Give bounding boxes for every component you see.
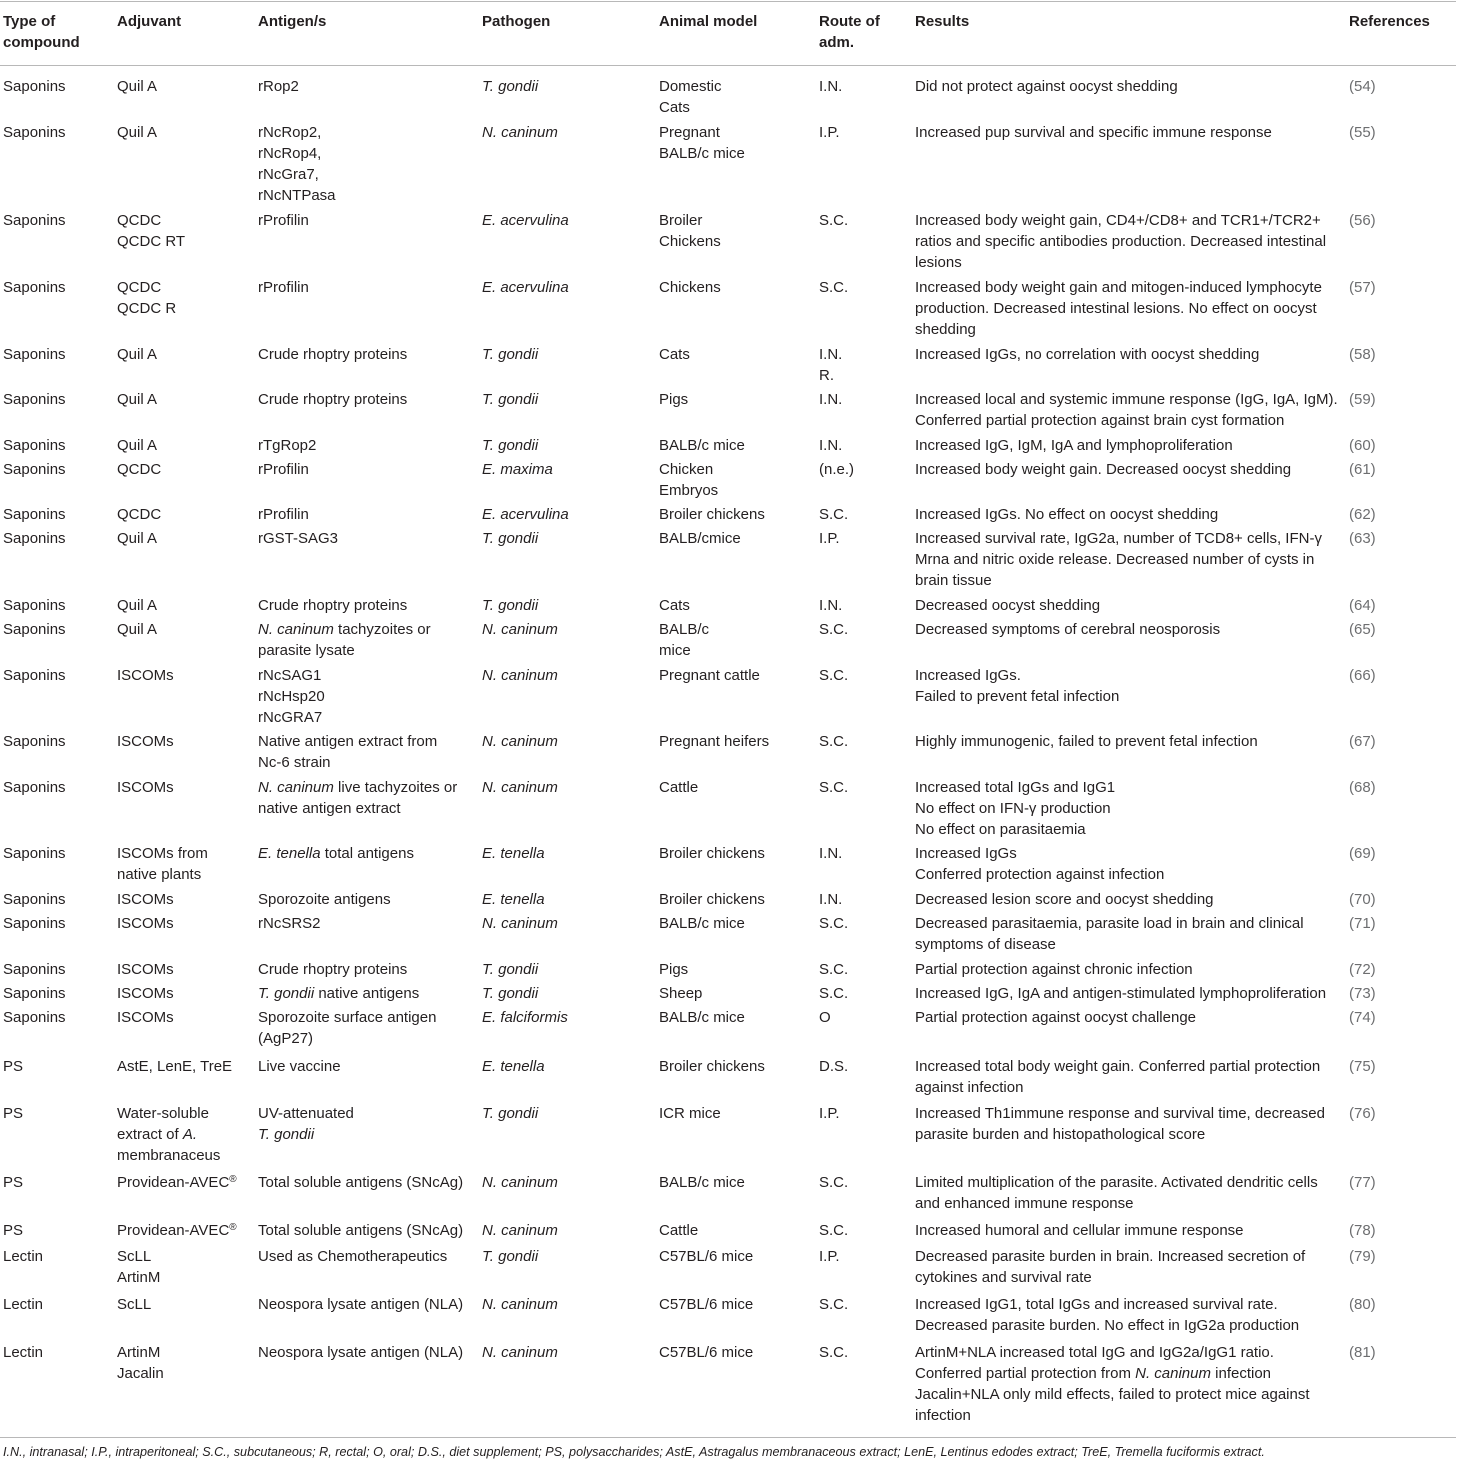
cell-reference: (76): [1349, 1105, 1376, 1122]
cell-antigen: Total soluble antigens (SNcAg): [258, 1174, 464, 1191]
header-rule: [0, 65, 1456, 66]
cell-results: Increased body weight gain and mitogen-induced lymphocyte production. Decreased intestinal lesions. No effect on oocyst shedding: [915, 279, 1322, 338]
cell-results: Increased pup survival and specific immune response: [915, 124, 1272, 141]
cell-reference: (73): [1349, 985, 1376, 1002]
cell-adjuvant: Quil A: [117, 346, 158, 363]
cell-results: Increased IgG, IgM, IgA and lymphoproliferation: [915, 437, 1233, 454]
cell-route: I.P.: [819, 1105, 840, 1122]
cell-adjuvant: Quil A: [117, 391, 158, 408]
cell-animal-model: BALB/c mice: [659, 621, 710, 659]
cell-results: Increased local and systemic immune response (IgG, IgA, IgM). Conferred partial protection against brain cyst formation: [915, 391, 1338, 429]
cell-type: Lectin: [3, 1296, 44, 1313]
cell-route: S.C.: [819, 1296, 849, 1313]
cell-type: Lectin: [3, 1248, 44, 1265]
cell-adjuvant: ISCOMs from native plants: [117, 845, 208, 883]
cell-type: Saponins: [3, 985, 66, 1002]
cell-type: Saponins: [3, 391, 66, 408]
cell-results: Partial protection against chronic infection: [915, 961, 1193, 978]
cell-results: Increased body weight gain, CD4+/CD8+ and TCR1+/TCR2+ ratios and specific antibodies production. Decreased intestinal lesions: [915, 212, 1327, 271]
cell-animal-model: Pigs: [659, 961, 689, 978]
cell-adjuvant: ISCOMs: [117, 915, 174, 932]
cell-pathogen: T. gondii: [482, 530, 539, 547]
cell-pathogen: E. tenella: [482, 891, 545, 908]
cell-adjuvant: ISCOMs: [117, 733, 174, 750]
cell-pathogen: T. gondii: [482, 346, 539, 363]
cell-animal-model: Chickens: [659, 279, 721, 296]
cell-results: Increased total body weight gain. Conferred partial protection against infection: [915, 1058, 1321, 1096]
cell-reference: (75): [1349, 1058, 1376, 1075]
cell-reference: (64): [1349, 597, 1376, 614]
cell-reference: (77): [1349, 1174, 1376, 1191]
cell-type: PS: [3, 1105, 24, 1122]
cell-results: Increased IgGs. Failed to prevent fetal infection: [915, 667, 1120, 705]
cell-adjuvant: Providean-AVEC®: [117, 1174, 237, 1191]
cell-reference: (63): [1349, 530, 1376, 547]
cell-adjuvant: ArtinM Jacalin: [117, 1344, 164, 1382]
cell-results: Increased IgG1, total IgGs and increased survival rate. Decreased parasite burden. No effect in IgG2a production: [915, 1296, 1300, 1334]
cell-pathogen: T. gondii: [482, 391, 539, 408]
cell-route: I.N.: [819, 891, 843, 908]
cell-pathogen: T. gondii: [482, 78, 539, 95]
cell-adjuvant: Water-soluble extract of A. membranaceus: [117, 1105, 221, 1164]
cell-results: Highly immunogenic, failed to prevent fetal infection: [915, 733, 1258, 750]
cell-type: Saponins: [3, 1009, 66, 1026]
cell-route: I.N.: [819, 78, 843, 95]
cell-antigen: rRop2: [258, 78, 299, 95]
cell-route: S.C.: [819, 621, 849, 638]
cell-results: Increased IgGs, no correlation with oocyst shedding: [915, 346, 1260, 363]
cell-results: Limited multiplication of the parasite. Activated dendritic cells and enhanced immune response: [915, 1174, 1318, 1212]
cell-type: PS: [3, 1222, 24, 1239]
cell-results: Did not protect against oocyst shedding: [915, 78, 1178, 95]
cell-adjuvant: Quil A: [117, 621, 158, 638]
cell-adjuvant: Quil A: [117, 597, 158, 614]
cell-route: S.C.: [819, 1174, 849, 1191]
cell-animal-model: Broiler chickens: [659, 891, 765, 908]
cell-reference: (79): [1349, 1248, 1376, 1265]
cell-pathogen: N. caninum: [482, 621, 558, 638]
cell-antigen: Crude rhoptry proteins: [258, 346, 408, 363]
cell-animal-model: Cattle: [659, 779, 699, 796]
cell-results: ArtinM+NLA increased total IgG and IgG2a/IgG1 ratio. Conferred partial protection from N. caninum infection Jacalin+NLA only mild effects, failed to protect mice against infection: [915, 1344, 1310, 1424]
cell-results: Decreased symptoms of cerebral neosporosis: [915, 621, 1221, 638]
cell-pathogen: N. caninum: [482, 779, 558, 796]
cell-adjuvant: QCDC: [117, 461, 162, 478]
cell-antigen: Total soluble antigens (SNcAg): [258, 1222, 464, 1239]
cell-adjuvant: ISCOMs: [117, 891, 174, 908]
table-footnote: I.N., intranasal; I.P., intraperitoneal; S.C., subcutaneous; R, rectal; O, oral; D.S., diet supplement; PS, polysaccharides; AstE, Astragalus membranaceous extract; LenE, Lentinus edodes extract; TreE, Tremella fuciformis extract.: [3, 1445, 1265, 1459]
cell-animal-model: C57BL/6 mice: [659, 1248, 754, 1265]
cell-type: Saponins: [3, 461, 66, 478]
cell-reference: (71): [1349, 915, 1376, 932]
cell-results: Increased IgGs. No effect on oocyst shedding: [915, 506, 1219, 523]
cell-adjuvant: ScLL ArtinM: [117, 1248, 161, 1286]
cell-animal-model: C57BL/6 mice: [659, 1296, 754, 1313]
cell-reference: (68): [1349, 779, 1376, 796]
cell-animal-model: Broiler chickens: [659, 1058, 765, 1075]
cell-route: I.N.: [819, 437, 843, 454]
cell-adjuvant: Quil A: [117, 78, 158, 95]
cell-adjuvant: QCDC QCDC R: [117, 279, 177, 317]
header-route: Route of adm.: [819, 13, 880, 51]
cell-type: Saponins: [3, 212, 66, 229]
cell-pathogen: T. gondii: [482, 1248, 539, 1265]
cell-type: Saponins: [3, 78, 66, 95]
cell-route: S.C.: [819, 779, 849, 796]
cell-pathogen: E. acervulina: [482, 279, 569, 296]
cell-reference: (67): [1349, 733, 1376, 750]
cell-adjuvant: Quil A: [117, 530, 158, 547]
cell-animal-model: Pigs: [659, 391, 689, 408]
cell-reference: (74): [1349, 1009, 1376, 1026]
cell-type: Saponins: [3, 279, 66, 296]
cell-reference: (57): [1349, 279, 1376, 296]
cell-results: Decreased lesion score and oocyst shedding: [915, 891, 1214, 908]
cell-type: Saponins: [3, 124, 66, 141]
cell-reference: (62): [1349, 506, 1376, 523]
cell-type: Saponins: [3, 530, 66, 547]
cell-route: I.N.: [819, 391, 843, 408]
cell-pathogen: E. falciformis: [482, 1009, 568, 1026]
cell-route: S.C.: [819, 915, 849, 932]
top-rule: [0, 1, 1456, 2]
cell-adjuvant: Quil A: [117, 437, 158, 454]
cell-animal-model: Sheep: [659, 985, 703, 1002]
cell-adjuvant: QCDC QCDC RT: [117, 212, 186, 250]
cell-pathogen: N. caninum: [482, 733, 558, 750]
cell-pathogen: E. tenella: [482, 845, 545, 862]
cell-adjuvant: ISCOMs: [117, 779, 174, 796]
cell-type: Saponins: [3, 346, 66, 363]
header-references: References: [1349, 13, 1430, 30]
cell-pathogen: N. caninum: [482, 915, 558, 932]
cell-route: I.N. R.: [819, 346, 843, 384]
cell-results: Increased humoral and cellular immune response: [915, 1222, 1244, 1239]
cell-animal-model: Broiler chickens: [659, 506, 765, 523]
header-antigens: Antigen/s: [258, 13, 327, 30]
cell-pathogen: N. caninum: [482, 1222, 558, 1239]
cell-adjuvant: QCDC: [117, 506, 162, 523]
cell-animal-model: Broiler chickens: [659, 845, 765, 862]
cell-animal-model: Chicken Embryos: [659, 461, 719, 499]
header-results: Results: [915, 13, 970, 30]
cell-adjuvant: Quil A: [117, 124, 158, 141]
cell-route: S.C.: [819, 506, 849, 523]
cell-results: Increased IgG, IgA and antigen-stimulated lymphoproliferation: [915, 985, 1327, 1002]
cell-animal-model: BALB/c mice: [659, 915, 745, 932]
cell-antigen: Native antigen extract from Nc-6 strain: [258, 733, 438, 771]
cell-antigen: UV-attenuated T. gondii: [258, 1105, 354, 1143]
cell-animal-model: Domestic Cats: [659, 78, 722, 116]
cell-type: PS: [3, 1174, 24, 1191]
cell-animal-model: C57BL/6 mice: [659, 1344, 754, 1361]
cell-pathogen: N. caninum: [482, 124, 558, 141]
cell-reference: (54): [1349, 78, 1376, 95]
cell-reference: (65): [1349, 621, 1376, 638]
cell-animal-model: BALB/c mice: [659, 1009, 745, 1026]
cell-antigen: rProfilin: [258, 212, 309, 229]
cell-antigen: Live vaccine: [258, 1058, 341, 1075]
cell-animal-model: Cats: [659, 346, 690, 363]
cell-pathogen: T. gondii: [482, 437, 539, 454]
cell-type: Saponins: [3, 506, 66, 523]
cell-reference: (70): [1349, 891, 1376, 908]
cell-type: Saponins: [3, 437, 66, 454]
header-type: Type of compound: [3, 13, 80, 51]
cell-route: I.P.: [819, 1248, 840, 1265]
cell-antigen: Sporozoite antigens: [258, 891, 391, 908]
cell-animal-model: Cattle: [659, 1222, 699, 1239]
cell-animal-model: Pregnant BALB/c mice: [659, 124, 745, 162]
cell-antigen: rProfilin: [258, 506, 309, 523]
cell-type: Saponins: [3, 891, 66, 908]
cell-reference: (81): [1349, 1344, 1376, 1361]
cell-results: Decreased oocyst shedding: [915, 597, 1101, 614]
cell-route: I.P.: [819, 530, 840, 547]
cell-animal-model: BALB/c mice: [659, 1174, 745, 1191]
cell-reference: (55): [1349, 124, 1376, 141]
cell-type: Saponins: [3, 733, 66, 750]
cell-reference: (58): [1349, 346, 1376, 363]
cell-antigen: Sporozoite surface antigen (AgP27): [258, 1009, 437, 1047]
cell-animal-model: Broiler Chickens: [659, 212, 721, 250]
cell-results: Increased total IgGs and IgG1 No effect on IFN-γ production No effect on parasitaemia: [915, 779, 1116, 838]
cell-pathogen: E. maxima: [482, 461, 553, 478]
cell-results: Decreased parasite burden in brain. Increased secretion of cytokines and survival rate: [915, 1248, 1306, 1286]
cell-antigen: Crude rhoptry proteins: [258, 597, 408, 614]
cell-route: S.C.: [819, 1344, 849, 1361]
cell-results: Increased survival rate, IgG2a, number of TCD8+ cells, IFN-γ Mrna and nitric oxide release. Decreased number of cysts in brain tissue: [915, 530, 1322, 589]
cell-pathogen: T. gondii: [482, 961, 539, 978]
cell-animal-model: BALB/c mice: [659, 437, 745, 454]
cell-antigen: Neospora lysate antigen (NLA): [258, 1296, 464, 1313]
cell-pathogen: E. acervulina: [482, 506, 569, 523]
cell-antigen: rTgRop2: [258, 437, 317, 454]
header-animal-model: Animal model: [659, 13, 758, 30]
cell-type: Saponins: [3, 915, 66, 932]
cell-pathogen: E. tenella: [482, 1058, 545, 1075]
cell-route: S.C.: [819, 212, 849, 229]
cell-antigen: T. gondii native antigens: [258, 985, 420, 1002]
cell-antigen: Crude rhoptry proteins: [258, 391, 408, 408]
cell-animal-model: Pregnant heifers: [659, 733, 770, 750]
cell-results: Increased IgGs Conferred protection against infection: [915, 845, 1165, 883]
cell-type: Saponins: [3, 779, 66, 796]
cell-type: Saponins: [3, 621, 66, 638]
cell-antigen: rProfilin: [258, 279, 309, 296]
cell-reference: (60): [1349, 437, 1376, 454]
cell-antigen: Used as Chemotherapeutics: [258, 1248, 448, 1265]
cell-animal-model: Pregnant cattle: [659, 667, 760, 684]
cell-animal-model: BALB/cmice: [659, 530, 741, 547]
bottom-rule: [0, 1437, 1456, 1438]
cell-pathogen: N. caninum: [482, 1296, 558, 1313]
cell-animal-model: Cats: [659, 597, 690, 614]
cell-reference: (72): [1349, 961, 1376, 978]
cell-type: Saponins: [3, 597, 66, 614]
cell-reference: (66): [1349, 667, 1376, 684]
cell-pathogen: E. acervulina: [482, 212, 569, 229]
cell-route: S.C.: [819, 985, 849, 1002]
cell-adjuvant: ISCOMs: [117, 1009, 174, 1026]
cell-antigen: rGST-SAG3: [258, 530, 339, 547]
cell-route: I.P.: [819, 124, 840, 141]
cell-pathogen: T. gondii: [482, 985, 539, 1002]
cell-pathogen: T. gondii: [482, 1105, 539, 1122]
cell-route: O: [819, 1009, 831, 1026]
cell-route: S.C.: [819, 1222, 849, 1239]
cell-route: S.C.: [819, 733, 849, 750]
cell-antigen: rProfilin: [258, 461, 309, 478]
cell-type: Saponins: [3, 667, 66, 684]
cell-pathogen: N. caninum: [482, 1344, 558, 1361]
cell-antigen: Crude rhoptry proteins: [258, 961, 408, 978]
cell-antigen: rNcSRS2: [258, 915, 321, 932]
cell-type: Saponins: [3, 845, 66, 862]
cell-adjuvant: ISCOMs: [117, 961, 174, 978]
cell-results: Increased Th1immune response and survival time, decreased parasite burden and histopathological score: [915, 1105, 1325, 1143]
cell-antigen: Neospora lysate antigen (NLA): [258, 1344, 464, 1361]
cell-results: Partial protection against oocyst challenge: [915, 1009, 1197, 1026]
cell-reference: (59): [1349, 391, 1376, 408]
cell-antigen: rNcSAG1 rNcHsp20 rNcGRA7: [258, 667, 325, 726]
cell-reference: (78): [1349, 1222, 1376, 1239]
cell-route: S.C.: [819, 667, 849, 684]
cell-reference: (56): [1349, 212, 1376, 229]
cell-type: Saponins: [3, 961, 66, 978]
cell-reference: (69): [1349, 845, 1376, 862]
header-pathogen: Pathogen: [482, 13, 551, 30]
cell-route: S.C.: [819, 279, 849, 296]
cell-pathogen: N. caninum: [482, 667, 558, 684]
cell-adjuvant: ISCOMs: [117, 667, 174, 684]
cell-pathogen: N. caninum: [482, 1174, 558, 1191]
cell-type: Lectin: [3, 1344, 44, 1361]
cell-antigen: E. tenella total antigens: [258, 845, 414, 862]
cell-pathogen: T. gondii: [482, 597, 539, 614]
cell-adjuvant: ScLL: [117, 1296, 152, 1313]
cell-route: I.N.: [819, 845, 843, 862]
cell-animal-model: ICR mice: [659, 1105, 721, 1122]
cell-route: I.N.: [819, 597, 843, 614]
cell-route: S.C.: [819, 961, 849, 978]
cell-adjuvant: AstE, LenE, TreE: [117, 1058, 233, 1075]
cell-route: D.S.: [819, 1058, 849, 1075]
cell-adjuvant: ISCOMs: [117, 985, 174, 1002]
cell-reference: (61): [1349, 461, 1376, 478]
cell-results: Decreased parasitaemia, parasite load in brain and clinical symptoms of disease: [915, 915, 1304, 953]
cell-antigen: rNcRop2, rNcRop4, rNcGra7, rNcNTPasa: [258, 124, 336, 204]
header-adjuvant: Adjuvant: [117, 13, 182, 30]
cell-reference: (80): [1349, 1296, 1376, 1313]
cell-type: PS: [3, 1058, 24, 1075]
cell-route: (n.e.): [819, 461, 855, 478]
cell-adjuvant: Providean-AVEC®: [117, 1222, 237, 1239]
cell-antigen: N. caninum tachyzoites or parasite lysate: [258, 621, 431, 659]
cell-antigen: N. caninum live tachyzoites or native antigen extract: [258, 779, 458, 817]
cell-results: Increased body weight gain. Decreased oocyst shedding: [915, 461, 1292, 478]
